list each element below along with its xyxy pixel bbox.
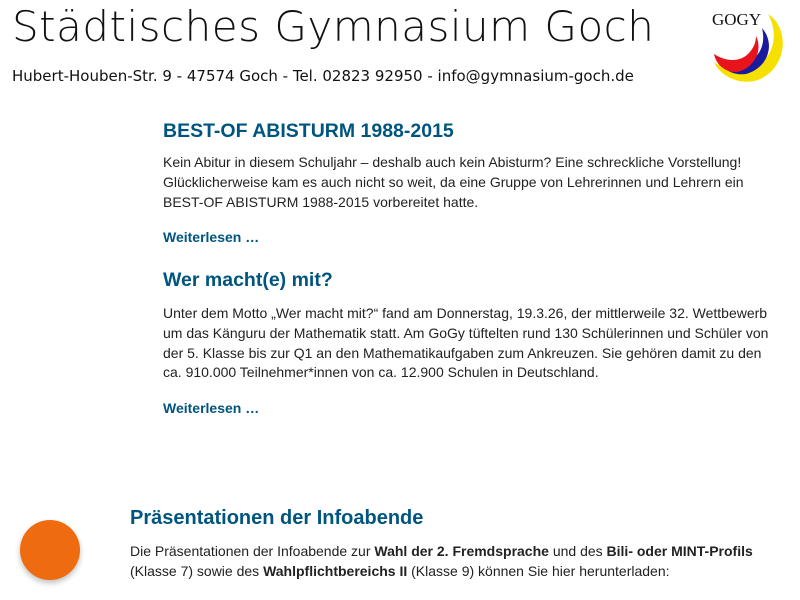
infoabende-section <box>130 507 770 582</box>
floating-action-button[interactable] <box>20 520 80 580</box>
contact-address: Hubert-Houben-Str. 9 - 47574 Goch - Tel. 02823 92950 - info@gymnasium-goch.de <box>12 67 634 85</box>
article-title[interactable]: BEST-OF ABISTURM 1988-2015 <box>163 120 454 142</box>
text: (Klasse 9) können Sie hier herunterladen: <box>407 562 670 579</box>
school-logo[interactable] <box>706 6 790 86</box>
article-abisturm <box>163 120 783 247</box>
section-title: Präsentationen der Infoabende <box>130 507 424 529</box>
bold-text: Wahl der 2. Fremdsprache <box>374 543 549 559</box>
logo-text: GOGY <box>712 10 762 29</box>
article-title[interactable]: Wer macht(e) mit? <box>163 269 333 291</box>
article-text: Kein Abitur in diesem Schuljahr – deshalb auch kein Abisturm? Eine schreckliche Vorstellung! Glücklicherweise kam es auch nicht so weit, da eine Gruppe von Lehrerinnen und Lehrern ein BEST-OF ABISTURM 1988-2015 vorbereitet hatte. <box>163 154 744 210</box>
read-more-link[interactable]: Weiterlesen … <box>163 400 260 417</box>
bold-text: Bili- oder MINT-Profils <box>606 543 753 559</box>
article-wer-macht-mit <box>163 269 783 418</box>
text: Die Präsentationen der Infoabende zur <box>130 543 375 559</box>
read-more-link[interactable]: Weiterlesen … <box>163 229 260 246</box>
section-text <box>130 542 770 582</box>
text: und des <box>548 543 607 559</box>
article-text: Unter dem Motto „Wer macht mit?“ fand am Donnerstag, 19.3.26, der mittlerweile 32. Wettbewerb um das Känguru der Mathematik statt. Am GoGy tüftelten rund 130 Schülerinnen und Schüler von der 5. Klasse bis zur Q1 an den Mathematikaufgaben zum Ankreuzen. Sie gehören damit zu den ca. 910.000 Teilnehmer*innen von ca. 12.900 Schulen in Deutschland. <box>163 305 769 381</box>
bold-text: Wahlpflichtbereichs II <box>263 562 408 579</box>
site-title[interactable]: Städtisches Gymnasium Goch <box>12 2 655 51</box>
text: (Klasse 7) sowie des <box>130 562 264 579</box>
